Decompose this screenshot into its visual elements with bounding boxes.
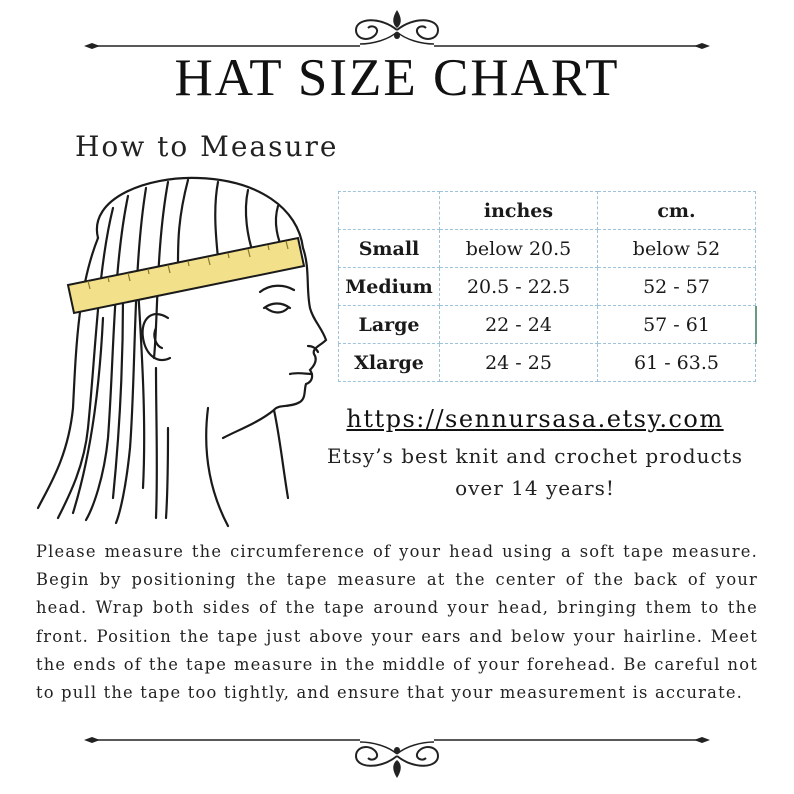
- top-ornament-icon: [0, 6, 794, 50]
- inches-cell: 20.5 - 22.5: [440, 268, 598, 306]
- size-table: [338, 191, 756, 382]
- table-row: [339, 306, 756, 344]
- table-row: [339, 268, 756, 306]
- bottom-ornament-icon: [0, 734, 794, 784]
- section-heading: How to Measure: [75, 130, 339, 163]
- size-name-cell: Medium: [339, 268, 440, 306]
- table-row: [339, 230, 756, 268]
- table-header-row: [339, 192, 756, 230]
- cm-cell: 57 - 61: [598, 306, 756, 344]
- table-header-cell: inches: [440, 192, 598, 230]
- table-header-cell: cm.: [598, 192, 756, 230]
- divider: [755, 306, 757, 344]
- inches-cell: 22 - 24: [440, 306, 598, 344]
- size-name-cell: Xlarge: [339, 344, 440, 382]
- inches-cell: 24 - 25: [440, 344, 598, 382]
- head-measuring-illustration-icon: [28, 168, 328, 532]
- shop-tagline: Etsy’s best knit and crochet products over 14 years!: [327, 444, 743, 500]
- shop-link[interactable]: https://sennursasa.etsy.com: [346, 405, 724, 433]
- inches-cell: below 20.5: [440, 230, 598, 268]
- measuring-instructions: Please measure the circumference of your head using a soft tape measure. Begin by positioning the tape measure at the center of the back of your head. Wrap both sides of the tape around your head, bringing them to the front. Position the tape just above your ears and below your hairline. Meet the ends of the tape measure in the middle of your forehead. Be careful not to pull the tape too tightly, and ensure that your measurement is accurate.: [36, 542, 758, 703]
- cm-cell: 52 - 57: [598, 268, 756, 306]
- cm-cell: below 52: [598, 230, 756, 268]
- size-name-cell: Large: [339, 306, 440, 344]
- table-header-cell: [339, 192, 440, 230]
- size-name-cell: Small: [339, 230, 440, 268]
- table-row: [339, 344, 756, 382]
- page-title: HAT SIZE CHART: [174, 49, 620, 107]
- cm-cell: 61 - 63.5: [598, 344, 756, 382]
